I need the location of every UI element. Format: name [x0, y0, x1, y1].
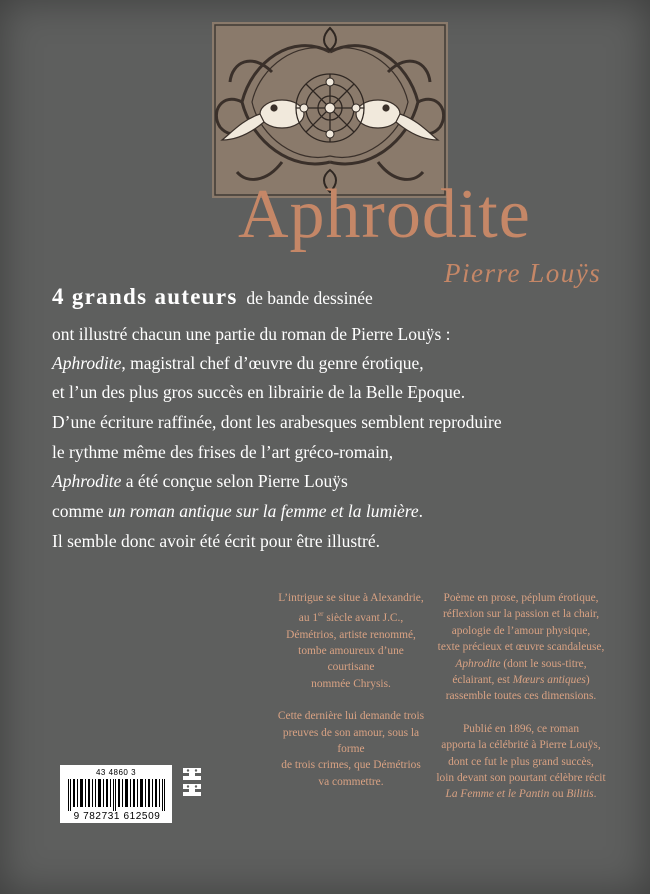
context-line: rassemble toutes ces dimensions. — [445, 690, 597, 703]
book-title: Aphrodite — [238, 176, 531, 253]
synopsis-line: L’intrigue se situe à Alexandrie, — [278, 592, 424, 604]
context-text: ) — [585, 674, 590, 687]
author-name: Pierre Louÿs — [444, 258, 602, 288]
context-italic: Aphrodite — [455, 657, 501, 670]
blurb-line: le rythme même des frises de l’art gréco-romain, — [52, 442, 394, 462]
blurb-italic: Aphrodite — [52, 471, 122, 491]
blurb-text: comme — [52, 501, 108, 521]
blurb-line — [52, 284, 373, 310]
synopsis-text: au 1 — [298, 612, 319, 625]
synopsis-line: tombe amoureux d’une courtisane — [298, 645, 404, 674]
blurb-text: a été conçue selon Pierre Louÿs — [121, 471, 348, 491]
context-line: texte précieux et œuvre scandaleuse, — [437, 641, 605, 654]
synopsis-paragraph — [276, 590, 426, 692]
blurb-line: D’une écriture raffinée, dont les arabesques semblent reproduire — [52, 412, 502, 432]
blurb-text: . — [418, 501, 424, 521]
synopsis-line: Démétrios, artiste renommé, — [286, 628, 416, 641]
context-italic: Mœurs antiques — [512, 674, 586, 687]
isbn-number: 9 782731 612509 — [73, 811, 161, 822]
context-text: . — [593, 788, 597, 801]
context-line: Publié en 1896, ce roman — [462, 722, 580, 735]
barcode-bars-icon — [68, 779, 166, 811]
blurb-italic: un roman antique sur la femme et la lumière — [107, 501, 419, 521]
barcode — [60, 765, 172, 823]
synopsis-text: siècle avant J.C., — [323, 612, 404, 625]
blurb-text: , magistral chef d’œuvre du genre érotique, — [121, 353, 424, 373]
blurb-highlight: 4 grands auteurs — [52, 284, 238, 309]
context-italic: Bilitis — [566, 788, 594, 801]
peacock-ornament-icon — [212, 22, 448, 198]
blurb-line — [52, 353, 424, 374]
synopsis-line: Cette dernière lui demande trois — [277, 710, 425, 723]
ordinal-suffix: er — [318, 610, 324, 619]
synopsis-paragraph — [276, 708, 426, 790]
blurb-line: et l’un des plus gros succès en librairie de la Belle Epoque. — [52, 382, 466, 402]
context-line: dont ce fut le plus grand succès, — [448, 755, 594, 768]
context-line: apologie de l’amour physique, — [451, 624, 591, 637]
blurb-italic: Aphrodite — [52, 353, 122, 373]
context-paragraph — [430, 721, 612, 803]
synopsis-line: preuves de son amour, sous la forme — [282, 726, 420, 756]
synopsis-line: de trois crimes, que Démétrios — [281, 759, 421, 772]
blurb-text: de bande dessinée — [246, 288, 373, 308]
publisher-logo-icon — [180, 765, 204, 799]
synopsis-line: va commettre. — [318, 775, 384, 788]
blurb-line: ont illustré chacun une partie du roman de Pierre Louÿs : — [52, 324, 451, 344]
context-line: réflexion sur la passion et la chair, — [442, 608, 600, 621]
context-paragraph — [430, 590, 612, 705]
context-line: loin devant son pourtant célèbre récit — [436, 772, 606, 785]
context-column — [430, 590, 612, 803]
context-text: ou — [549, 788, 567, 801]
context-line: apporta la célébrité à Pierre Louÿs, — [441, 739, 601, 752]
synopsis-line: nommée Chrysis. — [311, 677, 391, 690]
barcode-product-code: 43 4860 3 — [95, 768, 137, 777]
blurb-line: Il semble donc avoir été écrit pour être illustré. — [52, 531, 380, 551]
context-text: éclairant, est — [452, 674, 513, 687]
synopsis-column — [276, 590, 426, 790]
context-line: Poème en prose, péplum érotique, — [443, 592, 599, 604]
context-italic: La Femme et le Pantin — [445, 788, 550, 801]
blurb-line — [52, 471, 348, 492]
context-text: (dont le sous-titre, — [500, 657, 587, 670]
blurb-line — [52, 501, 423, 522]
